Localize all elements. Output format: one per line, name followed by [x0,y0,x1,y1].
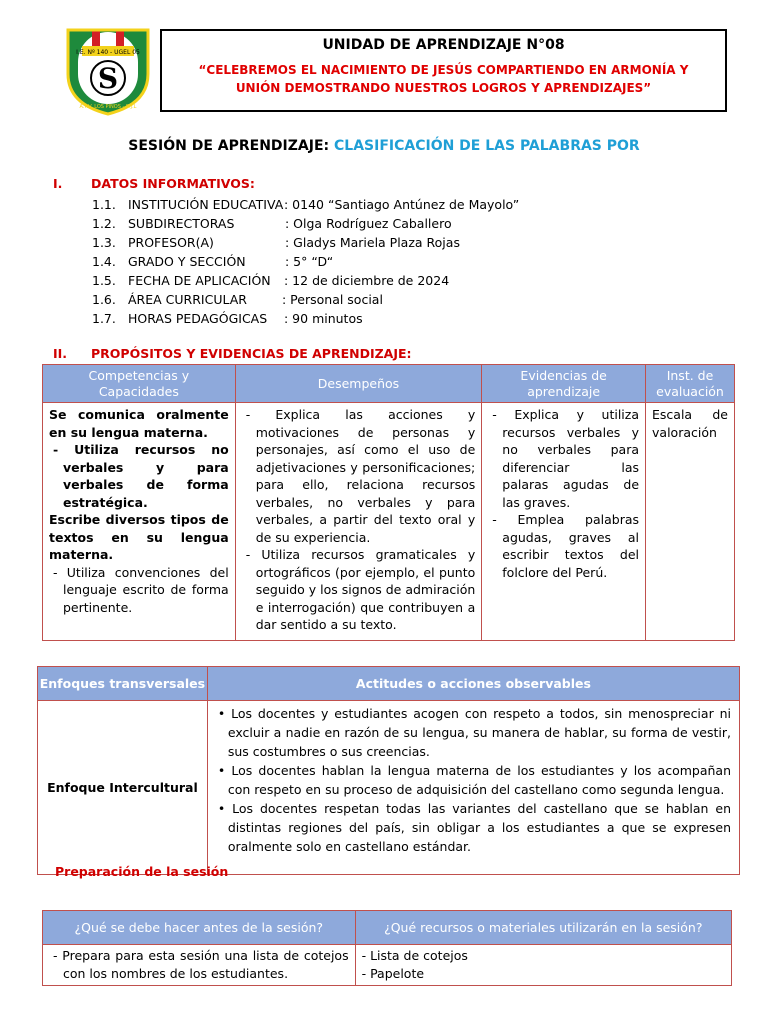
info-key: ÁREA CURRICULAR [128,292,247,307]
enfoques-content-row [38,701,740,875]
enfoque-name: Enfoque Intercultural [38,701,208,875]
info-value: : 12 de diciembre de 2024 [284,273,450,288]
header-text: aprendizaje [527,383,601,399]
info-value: : 5° “D“ [285,254,334,269]
capacidad-2-text: Utiliza convenciones del lenguaje escrito de forma pertinente. [63,564,229,615]
section-2-number: II. [53,346,68,361]
info-number: 1.5. [92,273,116,288]
desempeno-item: - Utiliza recursos gramaticales y ortográficos (por ejemplo, el punto seguido y los signos de admiración e interrogación) que contribuyen a dar sentido a su texto. [245,547,476,632]
section-1-number: I. [53,176,63,191]
unit-title: UNIDAD DE APRENDIZAJE N°08 [322,37,565,53]
info-value: : Gladys Mariela Plaza Rojas [285,235,460,250]
desempeno-item: - Explica las acciones y motivaciones de personas y personajes, así como el uso de adjetivaciones y personificaciones; para ello, relaciona recursos verbales, no verbales y para verbales, a partir del texto oral y de su experiencia. [245,407,476,545]
info-key: INSTITUCIÓN EDUCATIVA [128,197,284,212]
info-number: 1.4. [92,254,116,269]
material-item: - Papelote [361,966,425,981]
info-row [92,252,334,271]
enfoques-header-row [38,667,740,701]
header-enfoques: Enfoques transversales [38,667,208,701]
evidencia-text: Explica y utiliza recursos verbales y no verbales para diferenciar las palaras agudas de las graves. [502,407,640,510]
material-item: - Lista de cotejos [361,948,468,963]
info-key: PROFESOR(A) [128,235,214,250]
competencia-2: Escribe diversos tipos de textos en su lengua materna. [49,512,229,562]
capacidad-2: - Utiliza convenciones del lenguaje escrito de forma pertinente. [53,564,229,615]
info-key: GRADO Y SECCIÓN [128,254,246,269]
svg-text:S: S [97,62,119,95]
section-1-heading [53,176,255,191]
action-text: Los docentes respetan todas las variantes del castellano que se hablan en distintas regiones del país, sin obligar a los estudiantes a que se expresen oralmente solo en castellano estándar. [227,801,731,854]
header-actitudes: Actitudes o acciones observables [207,667,739,701]
desempenos-cell [235,403,482,641]
action-item: • Los docentes y estudiantes acogen con respeto a todos, sin menospreciar ni excluir a nadie en razón de su lengua, su manera de hablar, su forma de vestir, sus costumbres o sus creencias. [217,706,731,759]
header-text: Capacidades [98,383,179,399]
enfoques-table [37,666,740,875]
svg-text:I.E. Nº 140 - UGEL 05: I.E. Nº 140 - UGEL 05 [76,49,140,56]
section-2-title: PROPÓSITOS Y EVIDENCIAS DE APRENDIZAJE: [91,346,412,361]
header-text: Evidencias de [520,367,607,383]
header-materials: ¿Qué recursos o materiales utilizarán en la sesión? [355,911,731,945]
header-text: Inst. de [666,367,714,383]
action-text: Los docentes hablan la lengua materna de los estudiantes y los acompañan con respeto en su proceso de adquisición del castellano como segunda lengua. [227,763,731,797]
info-value: : 90 minutos [284,311,363,326]
info-key: HORAS PEDAGÓGICAS [128,311,268,326]
header-before: ¿Qué se debe hacer antes de la sesión? [43,911,356,945]
preparation-header-row [43,911,732,945]
purposes-table [42,364,735,641]
materials-cell [355,945,731,986]
info-row [92,233,460,252]
preparation-title: Preparación de la sesión [55,864,229,879]
session-label: SESIÓN DE APRENDIZAJE: [128,138,334,154]
info-number: 1.7. [92,311,116,326]
session-topic: CLASIFICACIÓN DE LAS PALABRAS POR [334,138,640,154]
unit-subtitle-line-2: UNIÓN DEMOSTRANDO NUESTROS LOGROS Y APRENDIZAJES” [235,81,652,95]
purposes-header-row [43,365,735,403]
info-number: 1.6. [92,292,116,307]
desempeno-text: Explica las acciones y motivaciones de personas y personajes, así como el uso de adjetivaciones y personificaciones; para ello, relaciona recursos verbales, no verbales y para verbales, a partir del texto oral y de su experiencia. [255,407,476,545]
header-competencias [43,365,236,403]
preparation-table [42,910,732,986]
info-value: : Personal social [282,292,383,307]
action-item: • Los docentes respetan todas las variantes del castellano que se hablan en distintas regiones del país, sin obligar a los estudiantes a que se expresen oralmente solo en castellano estándar. [217,801,731,854]
capacidad-1-text: Utiliza recursos no verbales y para verbales de forma estratégica. [63,442,229,510]
info-row [92,195,520,214]
info-number: 1.3. [92,235,116,250]
header-evidencias [482,365,646,403]
info-key: SUBDIRECTORAS [128,216,235,231]
unit-subtitle-line-1: “CELEBREMOS EL NACIMIENTO DE JESÚS COMPARTIENDO EN ARMONÍA Y [198,63,689,77]
info-number: 1.2. [92,216,116,231]
unit-title-box [160,29,727,112]
info-row [92,271,450,290]
evidencia-text: Emplea palabras agudas, graves al escribir textos del folclore del Perú. [502,512,640,580]
unit-subtitle [162,61,725,97]
competencias-cell [43,403,236,641]
action-text: Los docentes y estudiantes acogen con respeto a todos, sin menospreciar ni excluir a nadie en razón de su lengua, su manera de hablar, su forma de vestir, sus costumbres o sus creencias. [227,706,731,759]
action-item: • Los docentes hablan la lengua materna de los estudiantes y los acompañan con respeto en su proceso de adquisición del castellano como segunda lengua. [217,763,731,797]
info-value: : Olga Rodríguez Caballero [285,216,452,231]
desempeno-text: Utiliza recursos gramaticales y ortográficos (por ejemplo, el punto seguido y los signos de admiración e interrogación) que contribuyen a dar sentido a su texto. [255,547,476,632]
material-text: Lista de cotejos [370,948,468,963]
actions-cell [207,701,739,875]
info-row [92,309,363,328]
material-text: Papelote [370,966,425,981]
school-crest-logo [62,24,154,116]
info-key: FECHA DE APLICACIÓN [128,273,271,288]
instrumento-cell: Escala de valoración [646,403,735,641]
before-text: Prepara para esta sesión una lista de cotejos con los nombres de los estudiantes. [62,948,349,981]
info-number: 1.1. [92,197,116,212]
info-value: : 0140 “Santiago Antúnez de Mayolo” [284,197,520,212]
evidencia-item: - Explica y utiliza recursos verbales y no verbales para diferenciar las palaras agudas de las graves. [492,407,640,510]
info-row [92,214,452,233]
info-row [92,290,383,309]
purposes-content-row [43,403,735,641]
session-title [0,138,768,154]
evidencias-cell [482,403,646,641]
header-text: evaluación [656,383,724,399]
capacidad-1: - Utiliza recursos no verbales y para verbales de forma estratégica. [53,442,229,510]
header-text: Competencias y [88,367,190,383]
competencia-1: Se comunica oralmente en su lengua materna. [49,407,229,440]
svg-text:A.P.V. LOS PINOS - S.J.L: A.P.V. LOS PINOS - S.J.L [79,104,137,110]
preparation-content-row [43,945,732,986]
header-instrumento [646,365,735,403]
info-list [92,195,520,328]
section-2-heading [53,346,412,361]
before-cell [43,945,356,986]
header-desempenos: Desempeños [235,365,482,403]
before-item: - Prepara para esta sesión una lista de cotejos con los nombres de los estudiantes. [53,948,349,981]
evidencia-item: - Emplea palabras agudas, graves al escribir textos del folclore del Perú. [492,512,640,580]
section-1-title: DATOS INFORMATIVOS: [91,176,255,191]
